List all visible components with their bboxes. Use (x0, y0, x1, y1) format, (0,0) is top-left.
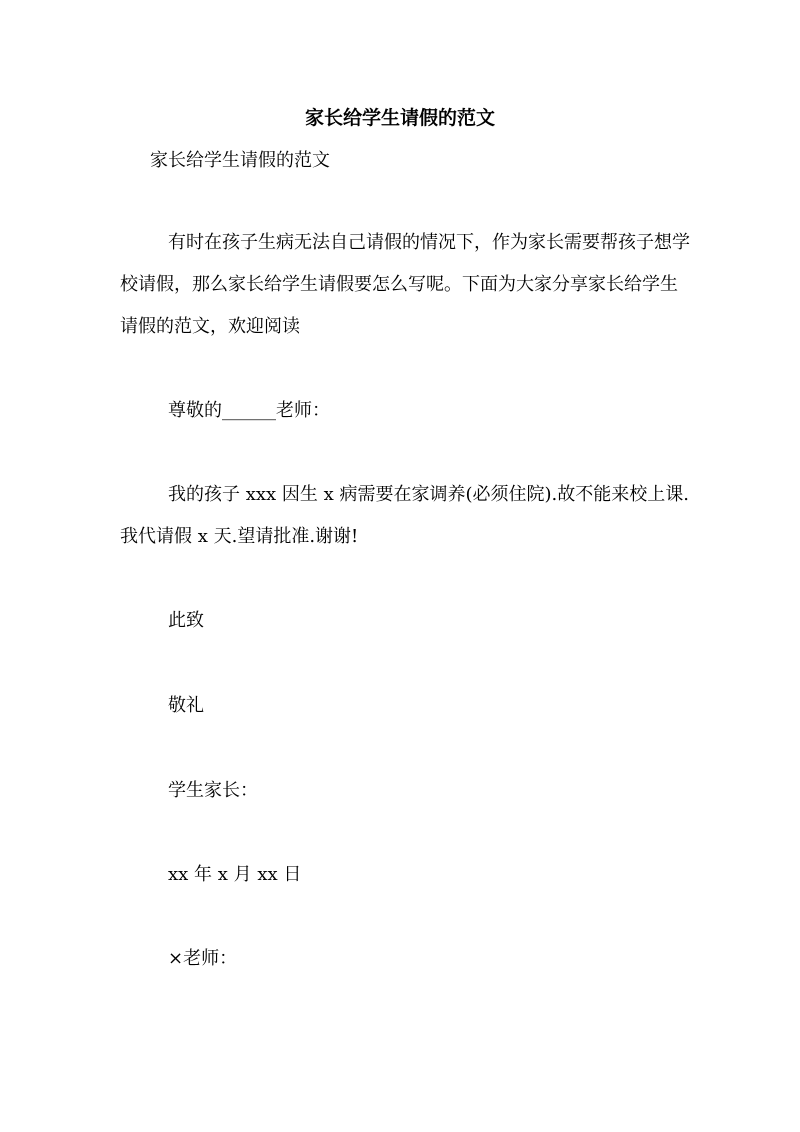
closing-line-1: 此致 (168, 610, 204, 631)
body-paragraph: 我的孩子 xxx 因生 x 病需要在家调养(必须住院).故不能来校上课.我代请假 x 天.望请批准.谢谢! (120, 484, 689, 547)
date-line: xx 年 x 月 xx 日 (168, 864, 302, 885)
document-subtitle: 家长给学生请假的范文 (150, 150, 330, 171)
salutation: 尊敬的______老师： (168, 400, 330, 421)
document-title: 家长给学生请假的范文 (304, 107, 495, 129)
closing-line-2: 敬礼 (168, 695, 204, 716)
signature-line: 学生家长： (168, 780, 258, 801)
intro-paragraph: 有时在孩子生病无法自己请假的情况下，作为家长需要帮孩子想学校请假，那么家长给学生请假要怎么写呢。下面为大家分享家长给学生请假的范文，欢迎阅读 (120, 232, 690, 337)
next-salutation: ×老师： (168, 948, 238, 969)
